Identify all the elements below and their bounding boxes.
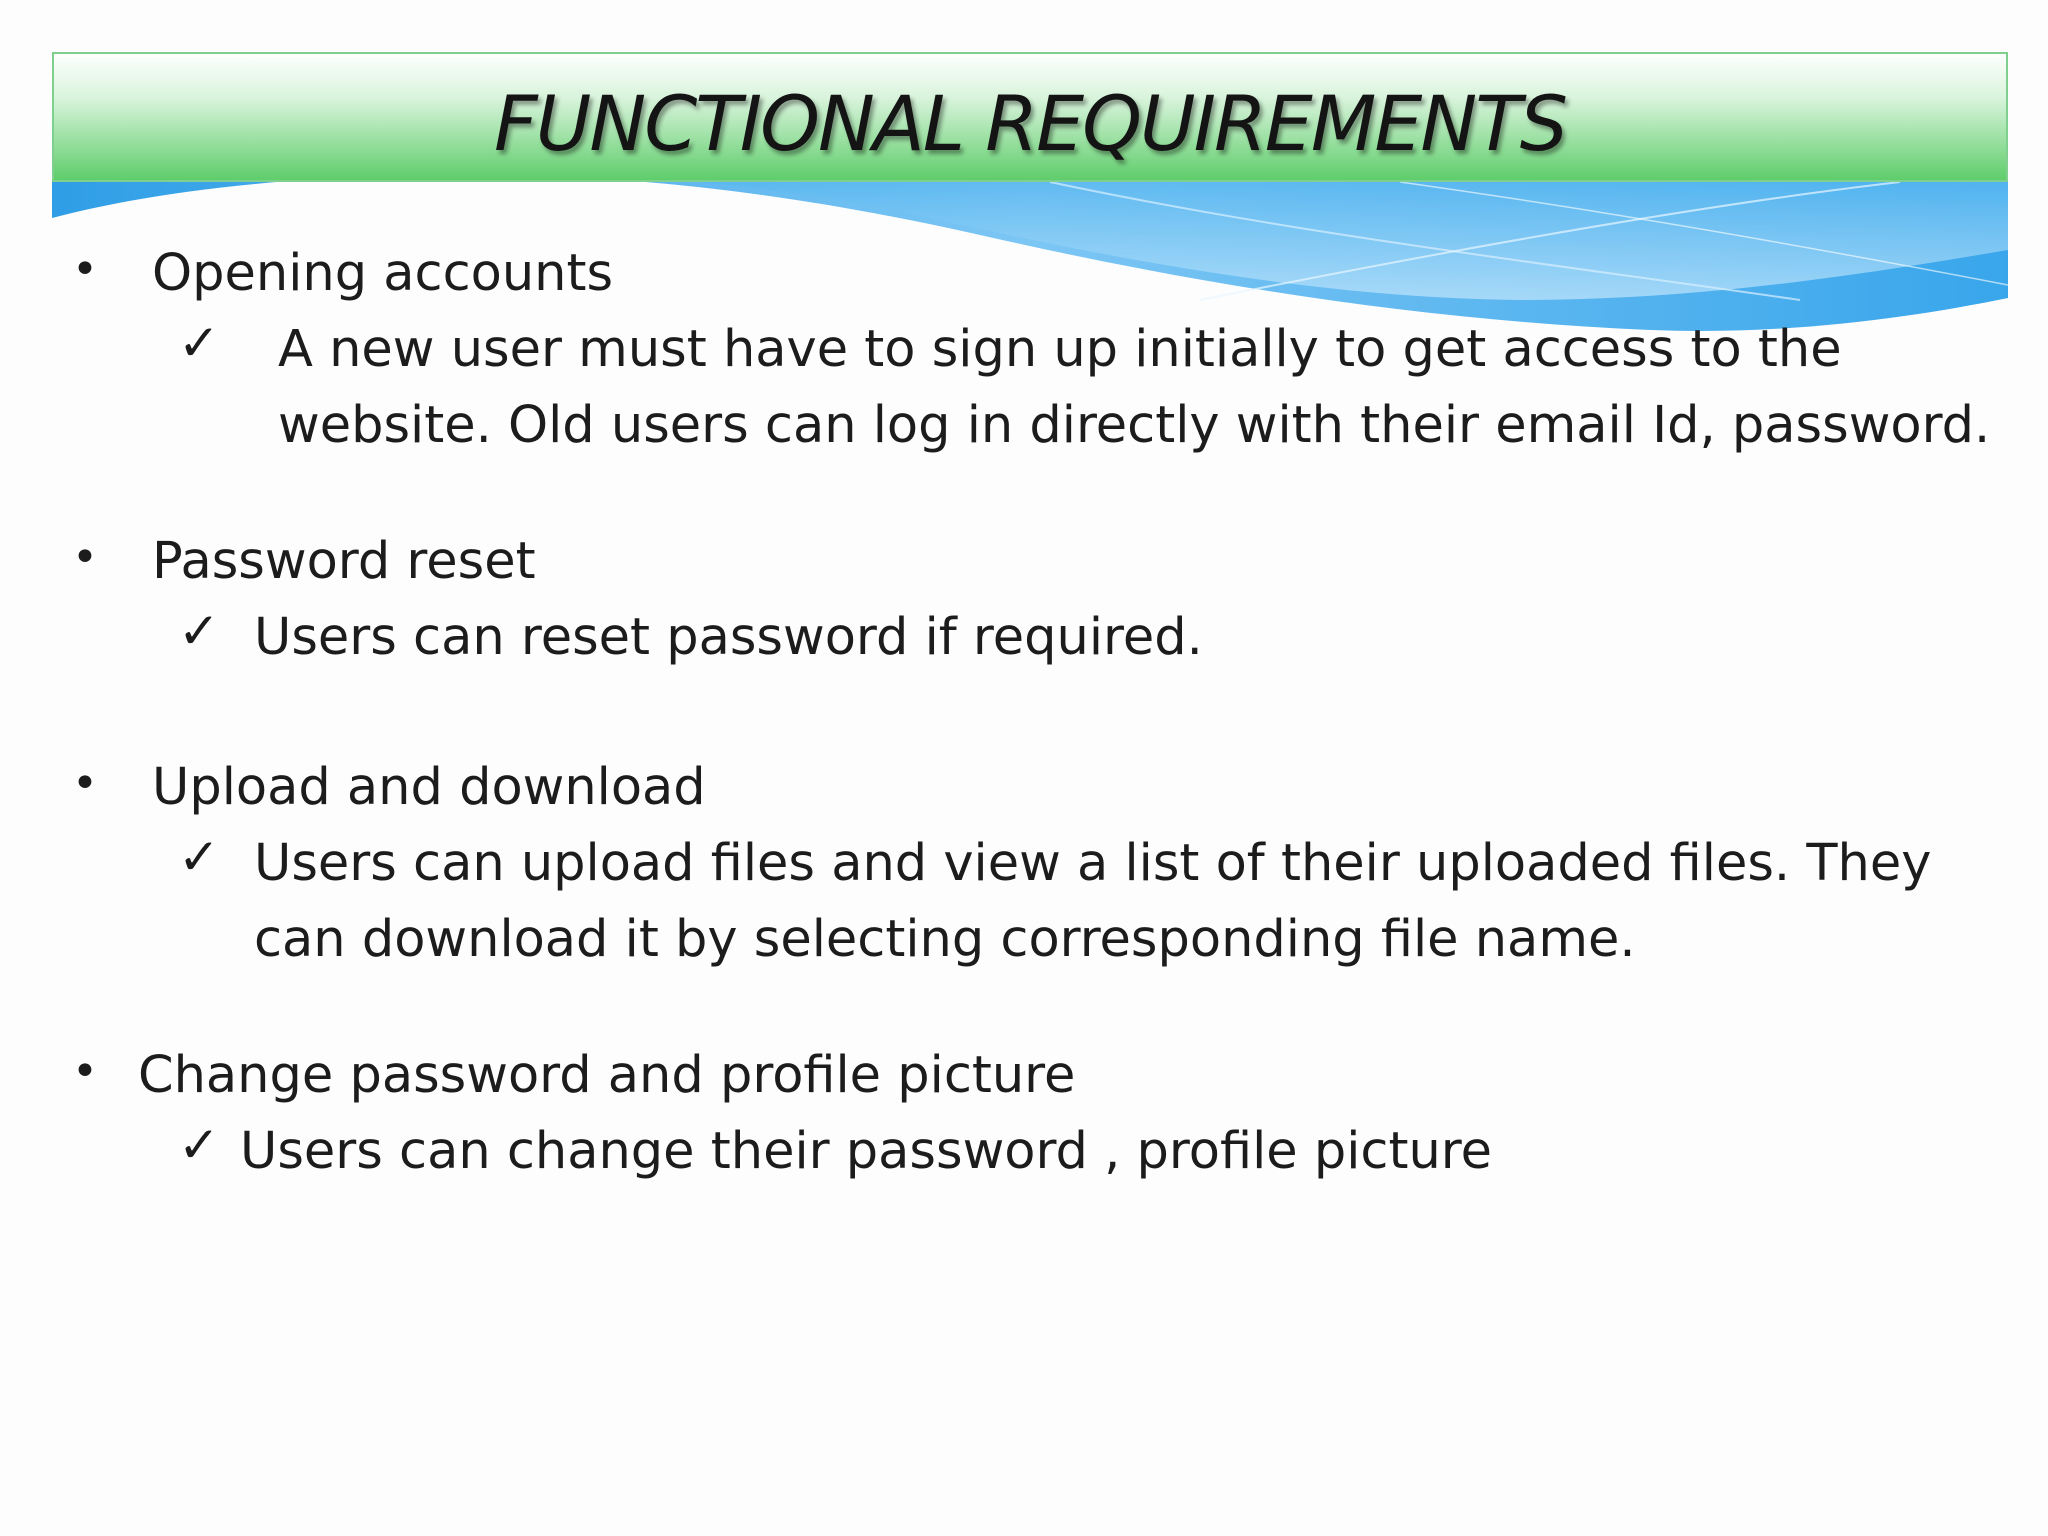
bullet-icon: • [72, 244, 98, 295]
slide-title: FUNCTIONAL REQUIREMENTS [494, 78, 1566, 168]
requirement-heading: Upload and download [152, 758, 706, 817]
requirement-heading: Change password and profile picture [138, 1046, 1076, 1105]
checkmark-icon: ✓ [178, 602, 220, 660]
checkmark-icon: ✓ [178, 828, 220, 886]
requirement-detail: A new user must have to sign up initially to get access to the [278, 320, 1842, 379]
checkmark-icon: ✓ [178, 1116, 220, 1174]
requirement-detail: Users can upload files and view a list of their uploaded files. They [254, 834, 1932, 893]
bullet-icon: • [72, 758, 98, 809]
checkmark-icon: ✓ [178, 314, 220, 372]
requirement-heading: Opening accounts [152, 244, 614, 303]
requirement-detail: Users can change their password , profile picture [240, 1122, 1492, 1181]
requirement-detail: Users can reset password if required. [254, 608, 1203, 667]
bullet-icon: • [72, 1046, 98, 1097]
bullet-icon: • [72, 532, 98, 583]
requirement-detail: website. Old users can log in directly with their email Id, password. [278, 396, 1991, 455]
requirement-heading: Password reset [152, 532, 536, 591]
requirement-detail: can download it by selecting corresponding file name. [254, 910, 1636, 969]
